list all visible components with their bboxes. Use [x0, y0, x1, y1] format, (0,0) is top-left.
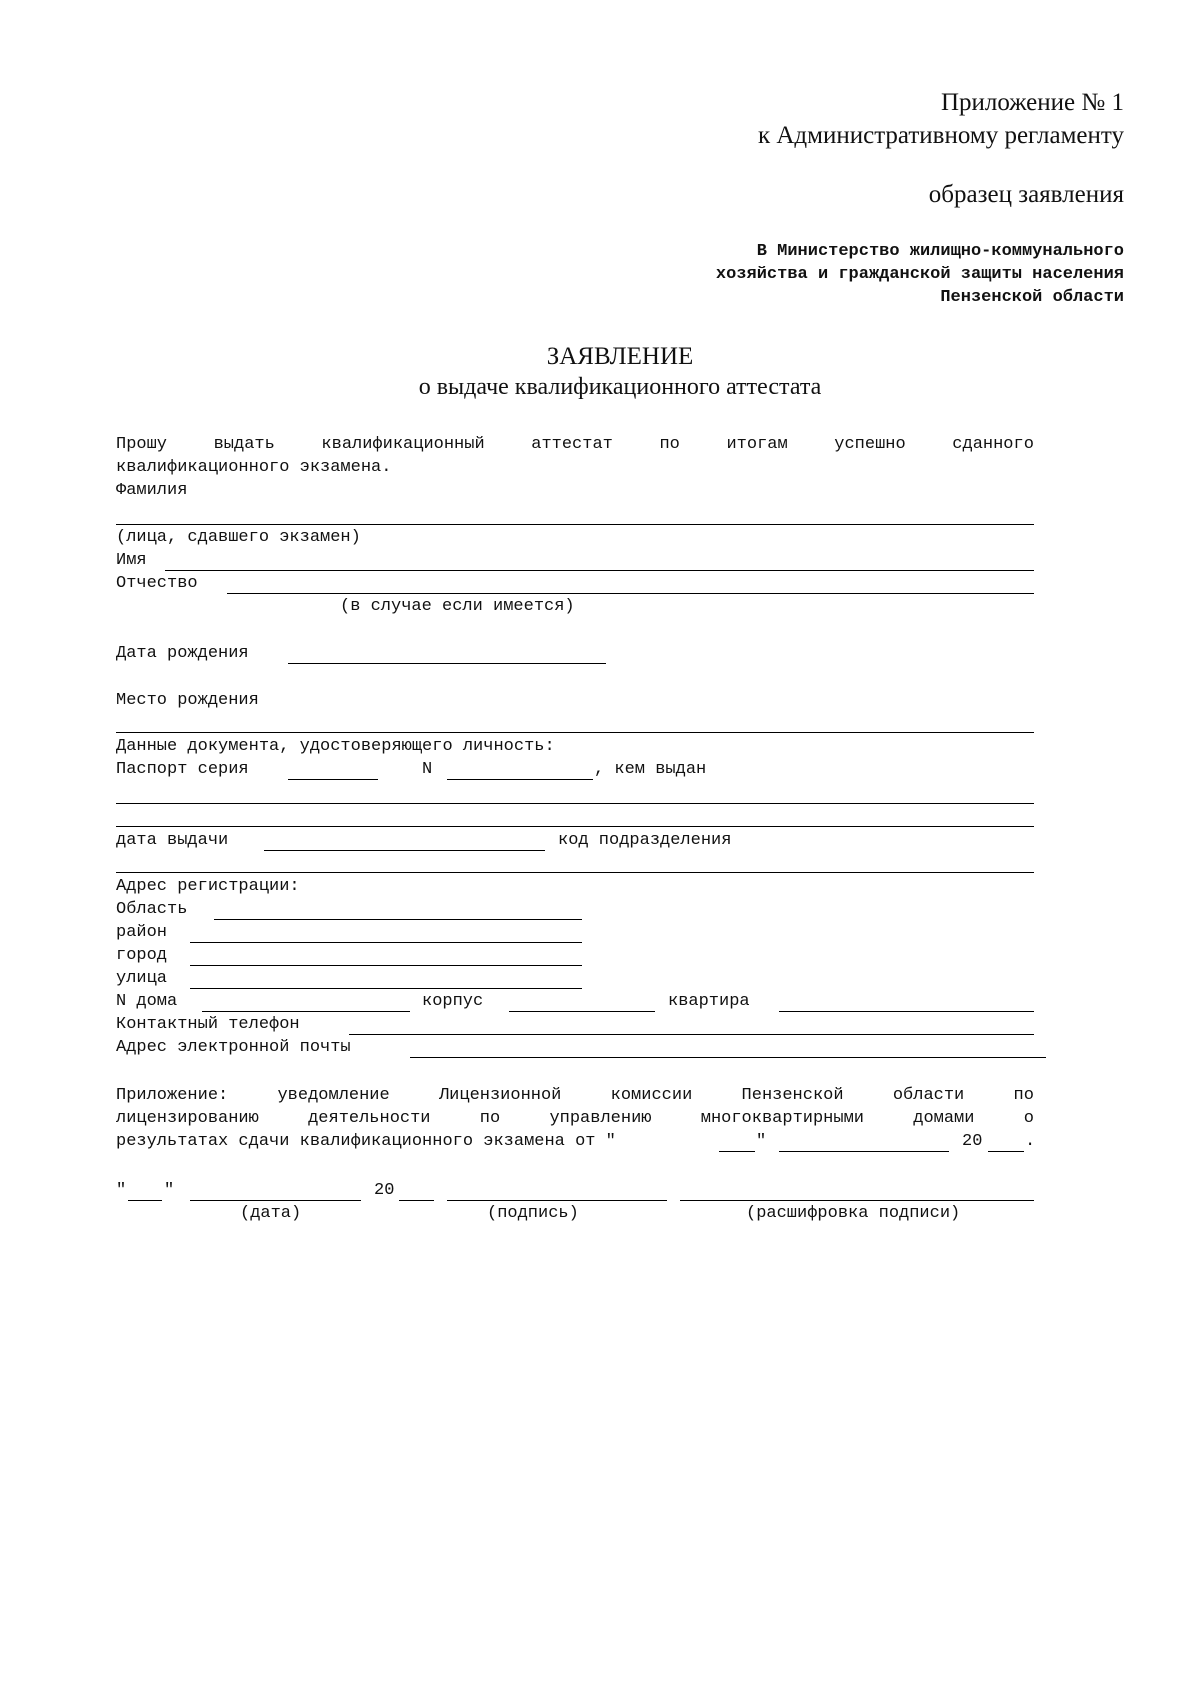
id-document-label: Данные документа, удостоверяющего личность: — [116, 737, 555, 756]
addressee-line: Пензенской области — [940, 288, 1124, 307]
appendix-word: по — [479, 1109, 501, 1128]
registration-address-label: Адрес регистрации: — [116, 877, 300, 896]
sample-label: образец заявления — [928, 181, 1124, 208]
request-word: квалификационный — [321, 435, 485, 454]
request-word: итогам — [726, 435, 788, 454]
request-word: по — [659, 435, 680, 454]
appendix-word: области — [892, 1086, 965, 1105]
appendix-word: Приложение: — [116, 1086, 229, 1105]
birth-place-field-line[interactable] — [116, 732, 1034, 733]
appendix-quote: " — [756, 1132, 767, 1151]
request-line-2: квалификационного экзамена. — [116, 458, 392, 477]
signature-quote-open: " — [116, 1181, 127, 1200]
flat-field-line[interactable] — [779, 1011, 1034, 1012]
birth-date-label: Дата рождения — [116, 644, 249, 663]
passport-number-label: N — [422, 760, 433, 779]
birth-date-field-line[interactable] — [288, 663, 606, 664]
city-field-line[interactable] — [190, 965, 582, 966]
appendix-word: управлению — [549, 1109, 652, 1128]
name-field-line[interactable] — [165, 570, 1034, 571]
appendix-period: . — [1025, 1132, 1036, 1151]
issued-by-label: , кем выдан — [594, 760, 707, 779]
appendix-line-3: результатах сдачи квалификационного экзамена от " — [116, 1132, 616, 1151]
patronymic-field-line[interactable] — [227, 593, 1034, 594]
request-word: выдать — [213, 435, 275, 454]
division-code-field-line[interactable] — [116, 872, 1034, 873]
name-label: Имя — [116, 551, 147, 570]
patronymic-hint: (в случае если имеется) — [340, 597, 575, 616]
issue-date-field-line[interactable] — [264, 850, 545, 851]
signature-month-field-line[interactable] — [190, 1200, 361, 1201]
district-field-line[interactable] — [190, 942, 582, 943]
issued-by-field-line[interactable] — [116, 803, 1034, 804]
addressee-block — [716, 240, 1124, 309]
signature-quote-close: " — [164, 1181, 175, 1200]
issue-date-label: дата выдачи — [116, 831, 229, 850]
signature-field-line[interactable] — [447, 1200, 667, 1201]
request-word: успешно — [834, 435, 906, 454]
surname-field-line[interactable] — [116, 524, 1034, 525]
appendix-word: уведомление — [277, 1086, 390, 1105]
annex-regulation: к Административному регламенту — [757, 122, 1124, 149]
appendix-word: по — [1013, 1086, 1034, 1105]
appendix-year-field-line[interactable] — [988, 1151, 1024, 1152]
patronymic-label: Отчество — [116, 574, 198, 593]
building-label: корпус — [422, 992, 484, 1011]
request-word: Прошу — [116, 435, 168, 454]
signature-decode-caption: (расшифровка подписи) — [746, 1204, 961, 1223]
annex-reference — [758, 86, 1124, 152]
passport-number-field-line[interactable] — [447, 779, 593, 780]
building-field-line[interactable] — [509, 1011, 655, 1012]
appendix-day-field-line[interactable] — [719, 1151, 755, 1152]
appendix-word: комиссии — [610, 1086, 693, 1105]
addressee-line: хозяйства и гражданской защиты населения — [715, 265, 1124, 284]
appendix-word: Пензенской — [741, 1086, 844, 1105]
street-field-line[interactable] — [190, 988, 582, 989]
surname-label: Фамилия — [116, 481, 188, 500]
issued-by-field-line[interactable] — [116, 826, 1034, 827]
appendix-line-1 — [116, 1085, 1034, 1107]
appendix-month-field-line[interactable] — [779, 1151, 949, 1152]
email-field-line[interactable] — [410, 1057, 1046, 1058]
passport-series-label: Паспорт серия — [116, 760, 249, 779]
phone-field-line[interactable] — [349, 1034, 1034, 1035]
signature-day-field-line[interactable] — [128, 1200, 162, 1201]
passport-series-field-line[interactable] — [288, 779, 378, 780]
surname-hint: (лица, сдавшего экзамен) — [116, 528, 361, 547]
date-caption: (дата) — [240, 1204, 302, 1223]
appendix-word: о — [1023, 1109, 1034, 1128]
request-word: аттестат — [531, 435, 613, 454]
document-subtitle: о выдаче квалификационного аттестата — [418, 374, 822, 400]
city-label: город — [116, 946, 168, 965]
appendix-word: деятельности — [308, 1109, 431, 1128]
district-label: район — [116, 923, 168, 942]
document-title: ЗАЯВЛЕНИЕ — [546, 343, 694, 370]
appendix-word: многоквартирными — [700, 1109, 864, 1128]
appendix-word: лицензированию — [116, 1109, 259, 1128]
region-label: Область — [116, 900, 188, 919]
birth-place-label: Место рождения — [116, 691, 259, 710]
appendix-year-prefix: 20 — [962, 1132, 983, 1151]
signature-year-field-line[interactable] — [399, 1200, 434, 1201]
phone-label: Контактный телефон — [116, 1015, 300, 1034]
appendix-word: Лицензионной — [438, 1086, 562, 1105]
signature-year-prefix: 20 — [374, 1181, 395, 1200]
region-field-line[interactable] — [214, 919, 582, 920]
appendix-line-2 — [116, 1108, 1034, 1130]
annex-number: Приложение № 1 — [940, 89, 1124, 116]
request-line-1 — [116, 434, 1034, 456]
signature-caption: (подпись) — [487, 1204, 579, 1223]
signature-decode-field-line[interactable] — [680, 1200, 1034, 1201]
addressee-line: В Министерство жилищно-коммунального — [756, 242, 1124, 261]
appendix-word: домами — [913, 1109, 975, 1128]
request-word: сданного — [952, 435, 1034, 454]
flat-label: квартира — [668, 992, 750, 1011]
division-code-label: код подразделения — [558, 831, 732, 850]
email-label: Адрес электронной почты — [116, 1038, 351, 1057]
house-label: N дома — [116, 992, 178, 1011]
house-field-line[interactable] — [202, 1011, 410, 1012]
street-label: улица — [116, 969, 168, 988]
